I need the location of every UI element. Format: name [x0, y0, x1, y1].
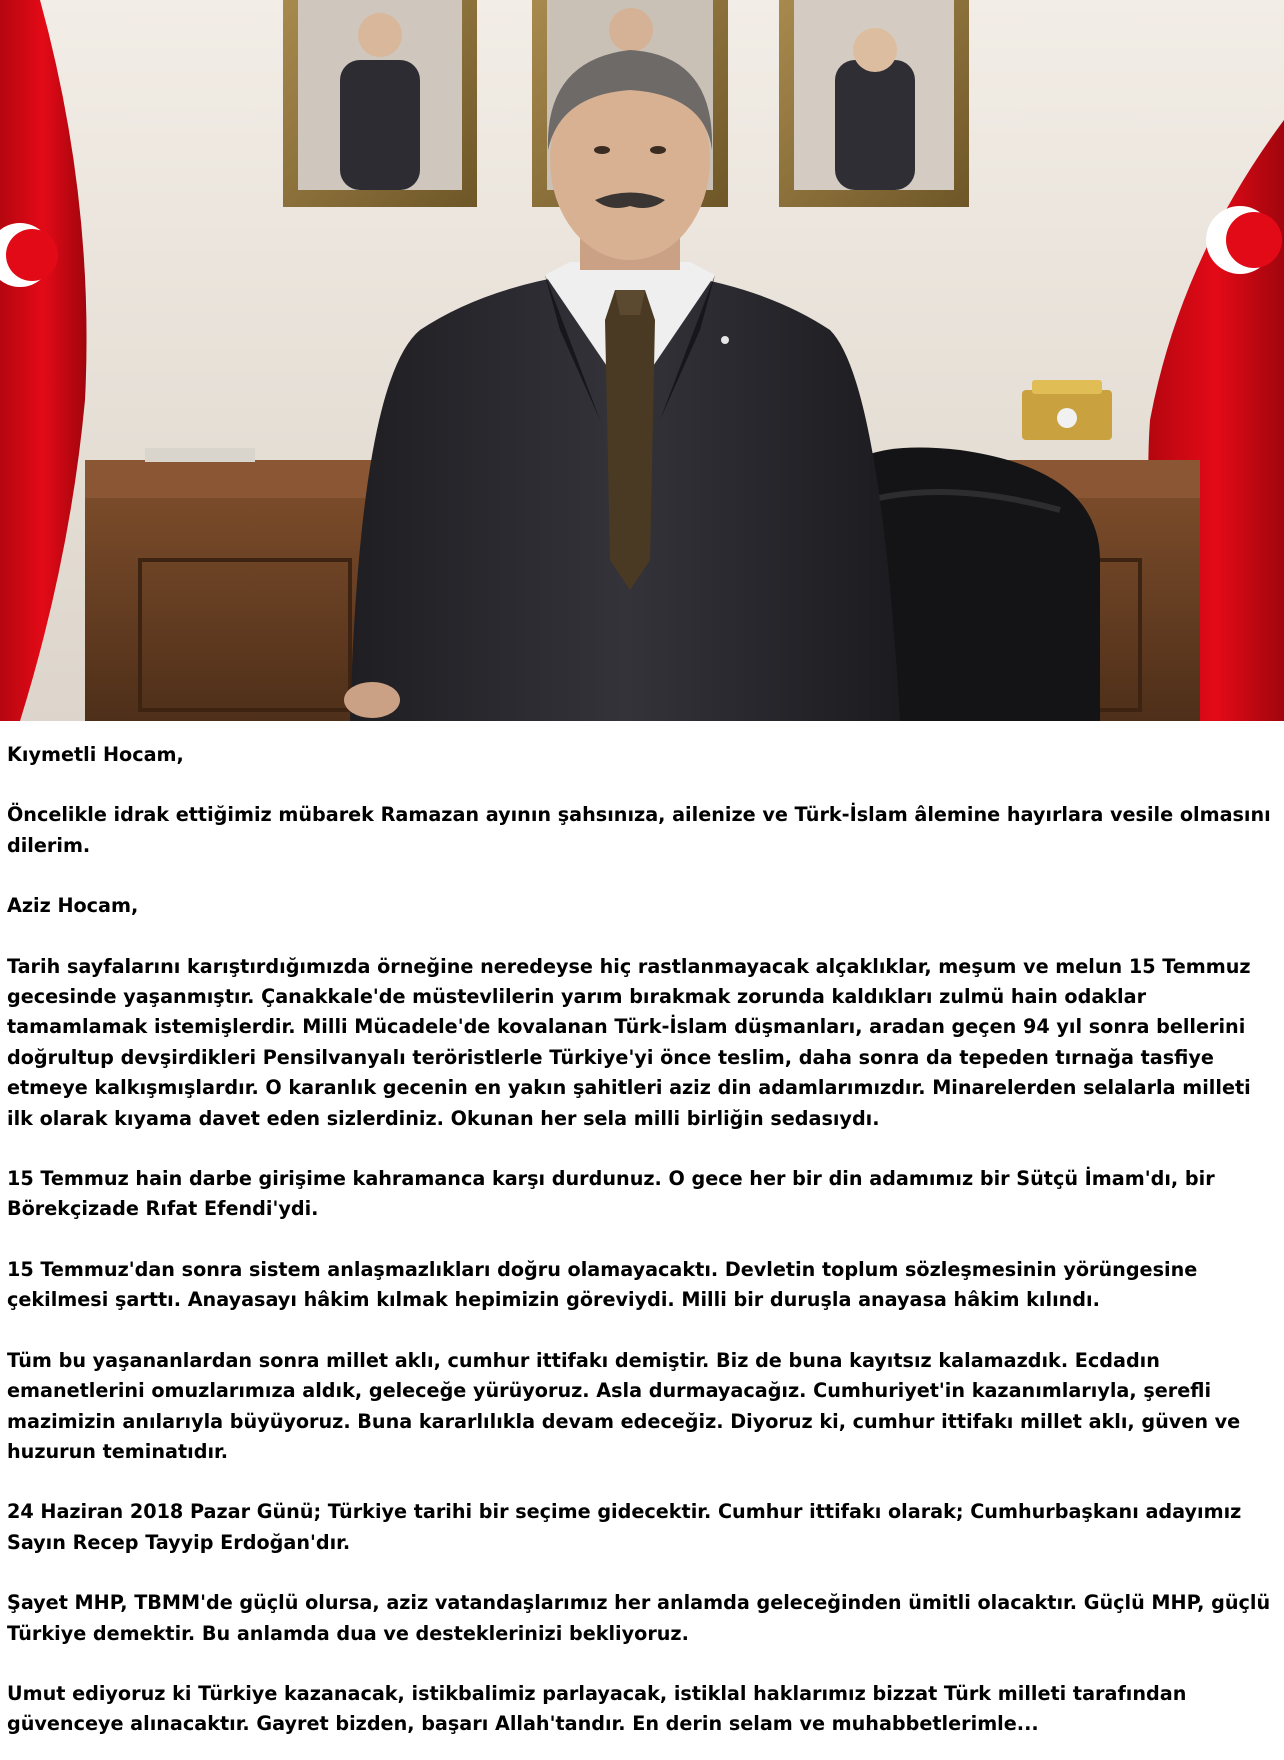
paragraph-gap	[7, 861, 1277, 891]
paragraph-election: 24 Haziran 2018 Pazar Günü; Türkiye tarihi bir seçime gidecektir. Cumhur ittifakı olarak; Cumhurbaşkanı adayımız Sayın Recep Tayyip Erdoğan'dır.	[7, 1500, 1242, 1554]
paragraph-gap	[7, 1558, 1277, 1588]
office-portrait-illustration	[0, 0, 1284, 721]
paragraph-constitution: 15 Temmuz'dan sonra sistem anlaşmazlıkları doğru olamayacaktı. Devletin toplum sözleşmesinin yörüngesine çekilmesi şarttı. Anayasayı hâkim kılmak hepimizin göreviydi. Milli bir duruşla anayasa hâkim kılındı.	[7, 1257, 1198, 1312]
paragraph-gap	[7, 1225, 1277, 1255]
paragraph-gap	[7, 1134, 1277, 1164]
paragraph-gap	[7, 922, 1277, 952]
desk-ornament	[1022, 380, 1112, 440]
paragraph-ramadan-greeting: Öncelikle idrak ettiğimiz mübarek Ramazan ayının şahsınıza, ailenize ve Türk-İslam âlemine hayırlara vesile olmasını dilerim.	[7, 803, 1271, 857]
paragraph-15-july-resistance: 15 Temmuz hain darbe girişime kahramanca karşı durdunuz. O gece her bir din adamımız bir Sütçü İmam'dı, bir Börekçizade Rıfat Efendi'ydi.	[7, 1167, 1215, 1221]
salutation-second: Aziz Hocam,	[7, 894, 139, 918]
portrait-frame-right	[779, 0, 969, 207]
paragraph-gap	[7, 1467, 1277, 1497]
paragraph-gap	[7, 770, 1277, 800]
letter-body	[7, 740, 1277, 1740]
paragraph-gap	[7, 1316, 1277, 1346]
paragraph-15-july-history: Tarih sayfalarını karıştırdığımızda örneğine neredeyse hiç rastlanmayacak alçaklıklar, meşum ve melun 15 Temmuz gecesinde yaşanmıştır. Çanakkale'de müstevlilerin yarım bırakmak zorunda kaldıkları zulmü hain odaklar tamamlamak istemişlerdir. Milli Mücadele'de kovalanan Türk-İslam düşmanları, aradan geçen 94 yıl sonra bellerini doğrultup devşirdikleri Pensilvanyalı teröristlerle Türkiye'yi önce teslim, daha sonra da tepeden tırnağa tasfiye etmeye kalkışmışlardır. O karanlık gecenin en yakın şahitleri aziz din adamlarımızdır. Minarelerden selalarla milleti ilk olarak kıyama davet eden sizlerdiniz. Okunan her sela milli birliğin sedasıydı.	[7, 954, 1251, 1130]
salutation: Kıymetli Hocam,	[7, 743, 184, 766]
header-photo	[0, 0, 1284, 721]
portrait-frame-left	[283, 0, 477, 207]
paragraph-closing: Umut ediyoruz ki Türkiye kazanacak, istikbalimiz parlayacak, istiklal haklarımız bizzat Türk milleti tarafından güvenceye alınacaktır. Gayret bizden, başarı Allah'tandır. En derin selam ve muhabbetlerimle...	[7, 1681, 1187, 1736]
paragraph-mhp: Şayet MHP, TBMM'de güçlü olursa, aziz vatandaşlarımız her anlamda geleceğinden ümitli olacaktır. Güçlü MHP, güçlü Türkiye demektir. Bu anlamda dua ve desteklerinizi bekliyoruz.	[7, 1591, 1271, 1645]
paragraph-gap	[7, 1649, 1277, 1679]
paragraph-alliance: Tüm bu yaşananlardan sonra millet aklı, cumhur ittifakı demiştir. Biz de buna kayıtsız kalamazdık. Ecdadın emanetlerini omuzlarımıza aldık, geleceğe yürüyoruz. Asla durmayacağız. Cumhuriyet'in kazanımlarıyla, şerefli mazimizin anılarıyla büyüyoruz. Buna kararlılıkla devam edeceğiz. Diyoruz ki, cumhur ittifakı millet aklı, güven ve huzurun teminatıdır.	[7, 1348, 1241, 1463]
